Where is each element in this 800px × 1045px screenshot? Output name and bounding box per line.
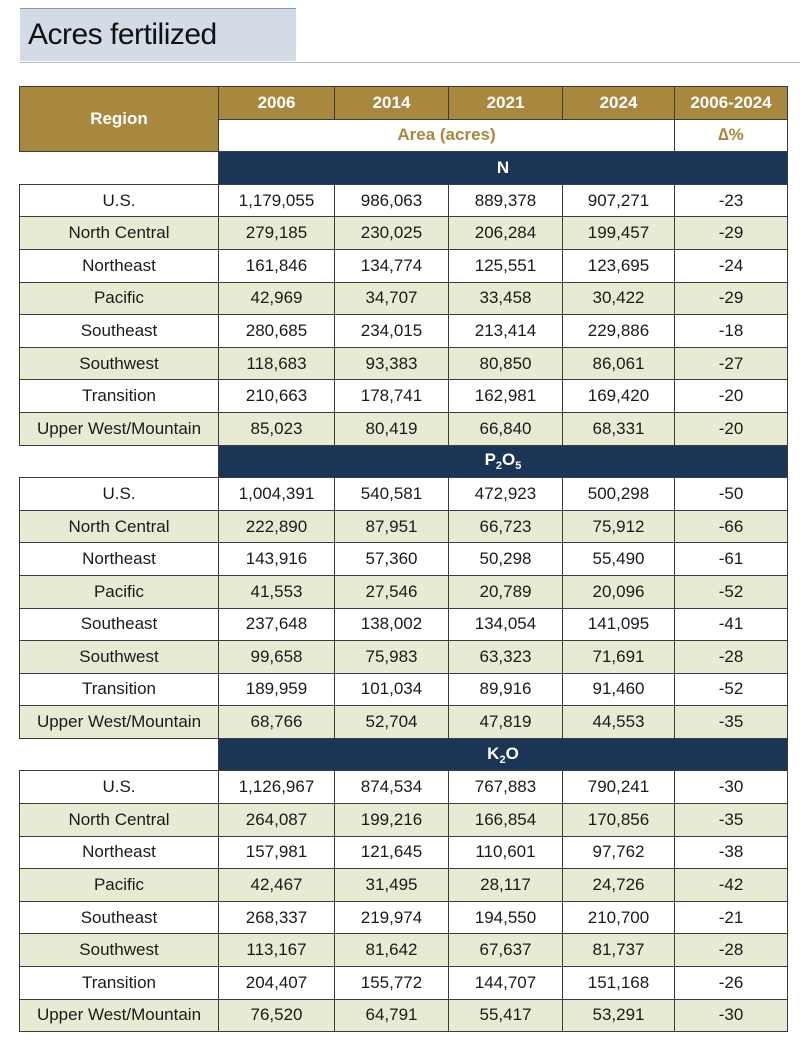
- value-2014-cell: 540,581: [335, 478, 449, 511]
- title-banner: [20, 8, 296, 61]
- value-2021-cell: 472,923: [449, 478, 563, 511]
- value-2024-cell: 170,856: [563, 804, 675, 837]
- table-row: [20, 673, 788, 706]
- region-cell: Southwest: [20, 934, 219, 967]
- value-2014-cell: 134,774: [335, 249, 449, 282]
- value-2014-cell: 93,383: [335, 347, 449, 380]
- region-cell: North Central: [20, 510, 219, 543]
- table-row: [20, 999, 788, 1032]
- table-row: [20, 543, 788, 576]
- table-row: [20, 217, 788, 250]
- value-2021-cell: 89,916: [449, 673, 563, 706]
- region-cell: Upper West/Mountain: [20, 706, 219, 739]
- table-row: [20, 282, 788, 315]
- region-cell: Southeast: [20, 608, 219, 641]
- nutrient-row-spacer: [20, 445, 219, 478]
- table-body: [20, 152, 788, 1032]
- value-2024-cell: 123,695: [563, 249, 675, 282]
- value-2024-cell: 44,553: [563, 706, 675, 739]
- region-cell: U.S.: [20, 184, 219, 217]
- table-row: [20, 836, 788, 869]
- value-2014-cell: 31,495: [335, 869, 449, 902]
- value-2006-cell: 1,126,967: [219, 771, 335, 804]
- change-cell: -52: [675, 575, 788, 608]
- value-2021-cell: 110,601: [449, 836, 563, 869]
- value-2006-cell: 222,890: [219, 510, 335, 543]
- year-header-2024: 2024: [563, 87, 675, 120]
- value-2021-cell: 33,458: [449, 282, 563, 315]
- change-cell: -35: [675, 706, 788, 739]
- value-2021-cell: 206,284: [449, 217, 563, 250]
- value-2006-cell: 99,658: [219, 641, 335, 674]
- value-2014-cell: 101,034: [335, 673, 449, 706]
- value-2021-cell: 50,298: [449, 543, 563, 576]
- region-cell: North Central: [20, 217, 219, 250]
- value-2014-cell: 27,546: [335, 575, 449, 608]
- table-row: [20, 771, 788, 804]
- value-2006-cell: 204,407: [219, 967, 335, 1000]
- change-cell: -66: [675, 510, 788, 543]
- region-cell: Southeast: [20, 901, 219, 934]
- change-cell: -29: [675, 282, 788, 315]
- change-cell: -23: [675, 184, 788, 217]
- region-cell: Transition: [20, 673, 219, 706]
- value-2021-cell: 213,414: [449, 315, 563, 348]
- nutrient-label: [219, 152, 788, 185]
- value-2024-cell: 907,271: [563, 184, 675, 217]
- value-2014-cell: 87,951: [335, 510, 449, 543]
- table-row: [20, 641, 788, 674]
- area-unit-label: Area (acres): [219, 119, 675, 152]
- nutrient-mid: O: [502, 450, 516, 470]
- value-2021-cell: 67,637: [449, 934, 563, 967]
- change-cell: -50: [675, 478, 788, 511]
- region-cell: Pacific: [20, 282, 219, 315]
- value-2006-cell: 42,467: [219, 869, 335, 902]
- change-cell: -21: [675, 901, 788, 934]
- value-2006-cell: 118,683: [219, 347, 335, 380]
- region-cell: Southeast: [20, 315, 219, 348]
- region-cell: Transition: [20, 380, 219, 413]
- value-2024-cell: 30,422: [563, 282, 675, 315]
- nutrient-label: [219, 738, 788, 771]
- fertilized-acres-table: [19, 86, 788, 1032]
- change-cell: -29: [675, 217, 788, 250]
- value-2024-cell: 169,420: [563, 380, 675, 413]
- table-row: [20, 804, 788, 837]
- value-2024-cell: 20,096: [563, 575, 675, 608]
- value-2024-cell: 229,886: [563, 315, 675, 348]
- value-2014-cell: 178,741: [335, 380, 449, 413]
- table-row: [20, 249, 788, 282]
- change-cell: -24: [675, 249, 788, 282]
- table-row: [20, 184, 788, 217]
- value-2006-cell: 1,004,391: [219, 478, 335, 511]
- value-2021-cell: 162,981: [449, 380, 563, 413]
- value-2006-cell: 279,185: [219, 217, 335, 250]
- change-cell: -27: [675, 347, 788, 380]
- year-header-2006: 2006: [219, 87, 335, 120]
- value-2006-cell: 85,023: [219, 412, 335, 445]
- value-2014-cell: 199,216: [335, 804, 449, 837]
- nutrient-row: [20, 445, 788, 478]
- value-2014-cell: 219,974: [335, 901, 449, 934]
- value-2006-cell: 113,167: [219, 934, 335, 967]
- value-2024-cell: 24,726: [563, 869, 675, 902]
- region-cell: Transition: [20, 967, 219, 1000]
- region-cell: Northeast: [20, 836, 219, 869]
- value-2024-cell: 141,095: [563, 608, 675, 641]
- nutrient-mid: O: [505, 743, 519, 763]
- value-2006-cell: 264,087: [219, 804, 335, 837]
- region-cell: U.S.: [20, 478, 219, 511]
- title-divider: [20, 62, 800, 63]
- value-2021-cell: 63,323: [449, 641, 563, 674]
- change-cell: -18: [675, 315, 788, 348]
- change-cell: -41: [675, 608, 788, 641]
- nutrient-main: N: [496, 157, 510, 177]
- region-cell: Upper West/Mountain: [20, 999, 219, 1032]
- value-2006-cell: 268,337: [219, 901, 335, 934]
- region-cell: Northeast: [20, 543, 219, 576]
- value-2006-cell: 157,981: [219, 836, 335, 869]
- value-2006-cell: 143,916: [219, 543, 335, 576]
- region-cell: Upper West/Mountain: [20, 412, 219, 445]
- value-2014-cell: 234,015: [335, 315, 449, 348]
- table-row: [20, 967, 788, 1000]
- page-title: Acres fertilized: [28, 18, 217, 51]
- value-2021-cell: 166,854: [449, 804, 563, 837]
- nutrient-row: [20, 738, 788, 771]
- change-cell: -35: [675, 804, 788, 837]
- value-2021-cell: 66,840: [449, 412, 563, 445]
- value-2021-cell: 134,054: [449, 608, 563, 641]
- value-2024-cell: 68,331: [563, 412, 675, 445]
- change-cell: -28: [675, 641, 788, 674]
- change-cell: -30: [675, 771, 788, 804]
- value-2014-cell: 64,791: [335, 999, 449, 1032]
- region-cell: Pacific: [20, 575, 219, 608]
- value-2014-cell: 81,642: [335, 934, 449, 967]
- value-2014-cell: 138,002: [335, 608, 449, 641]
- value-2024-cell: 81,737: [563, 934, 675, 967]
- region-cell: U.S.: [20, 771, 219, 804]
- change-cell: -20: [675, 380, 788, 413]
- change-cell: -52: [675, 673, 788, 706]
- change-header: 2006-2024: [675, 87, 788, 120]
- change-cell: -30: [675, 999, 788, 1032]
- region-cell: North Central: [20, 804, 219, 837]
- value-2006-cell: 237,648: [219, 608, 335, 641]
- region-cell: Northeast: [20, 249, 219, 282]
- value-2014-cell: 986,063: [335, 184, 449, 217]
- value-2024-cell: 75,912: [563, 510, 675, 543]
- value-2021-cell: 767,883: [449, 771, 563, 804]
- value-2021-cell: 80,850: [449, 347, 563, 380]
- value-2024-cell: 53,291: [563, 999, 675, 1032]
- value-2006-cell: 1,179,055: [219, 184, 335, 217]
- table-row: [20, 412, 788, 445]
- value-2014-cell: 121,645: [335, 836, 449, 869]
- value-2024-cell: 91,460: [563, 673, 675, 706]
- region-header: Region: [20, 87, 219, 152]
- table-row: [20, 380, 788, 413]
- value-2014-cell: 230,025: [335, 217, 449, 250]
- change-cell: -42: [675, 869, 788, 902]
- value-2021-cell: 889,378: [449, 184, 563, 217]
- value-2024-cell: 55,490: [563, 543, 675, 576]
- change-cell: -38: [675, 836, 788, 869]
- value-2014-cell: 75,983: [335, 641, 449, 674]
- value-2006-cell: 280,685: [219, 315, 335, 348]
- value-2021-cell: 28,117: [449, 869, 563, 902]
- change-cell: -20: [675, 412, 788, 445]
- table-row: [20, 478, 788, 511]
- header-row-years: [20, 87, 788, 120]
- change-cell: -61: [675, 543, 788, 576]
- value-2006-cell: 76,520: [219, 999, 335, 1032]
- year-header-2021: 2021: [449, 87, 563, 120]
- value-2014-cell: 57,360: [335, 543, 449, 576]
- nutrient-subscript: 2: [495, 460, 503, 473]
- change-cell: -26: [675, 967, 788, 1000]
- nutrient-main: K: [487, 743, 500, 763]
- table-row: [20, 869, 788, 902]
- value-2024-cell: 71,691: [563, 641, 675, 674]
- value-2006-cell: 41,553: [219, 575, 335, 608]
- value-2024-cell: 199,457: [563, 217, 675, 250]
- value-2021-cell: 55,417: [449, 999, 563, 1032]
- value-2024-cell: 86,061: [563, 347, 675, 380]
- value-2021-cell: 125,551: [449, 249, 563, 282]
- value-2021-cell: 66,723: [449, 510, 563, 543]
- value-2021-cell: 47,819: [449, 706, 563, 739]
- nutrient-main: P: [484, 450, 496, 470]
- value-2006-cell: 68,766: [219, 706, 335, 739]
- value-2021-cell: 20,789: [449, 575, 563, 608]
- nutrient-row: [20, 152, 788, 185]
- region-cell: Pacific: [20, 869, 219, 902]
- table-row: [20, 575, 788, 608]
- value-2021-cell: 144,707: [449, 967, 563, 1000]
- value-2024-cell: 500,298: [563, 478, 675, 511]
- value-2021-cell: 194,550: [449, 901, 563, 934]
- value-2024-cell: 151,168: [563, 967, 675, 1000]
- table-row: [20, 347, 788, 380]
- region-cell: Southwest: [20, 347, 219, 380]
- value-2006-cell: 189,959: [219, 673, 335, 706]
- nutrient-subscript: 5: [515, 460, 522, 473]
- region-cell: Southwest: [20, 641, 219, 674]
- value-2014-cell: 874,534: [335, 771, 449, 804]
- table-row: [20, 901, 788, 934]
- value-2014-cell: 80,419: [335, 412, 449, 445]
- nutrient-row-spacer: [20, 738, 219, 771]
- value-2006-cell: 42,969: [219, 282, 335, 315]
- value-2014-cell: 52,704: [335, 706, 449, 739]
- value-2014-cell: 34,707: [335, 282, 449, 315]
- table-row: [20, 315, 788, 348]
- value-2024-cell: 210,700: [563, 901, 675, 934]
- table-row: [20, 934, 788, 967]
- value-2006-cell: 161,846: [219, 249, 335, 282]
- year-header-2014: 2014: [335, 87, 449, 120]
- change-cell: -28: [675, 934, 788, 967]
- value-2006-cell: 210,663: [219, 380, 335, 413]
- nutrient-label: [219, 445, 788, 478]
- nutrient-row-spacer: [20, 152, 219, 185]
- table-row: [20, 608, 788, 641]
- table-row: [20, 510, 788, 543]
- nutrient-subscript: 2: [499, 753, 506, 766]
- value-2024-cell: 97,762: [563, 836, 675, 869]
- delta-percent-label: ∆%: [675, 119, 788, 152]
- table-row: [20, 706, 788, 739]
- value-2014-cell: 155,772: [335, 967, 449, 1000]
- value-2024-cell: 790,241: [563, 771, 675, 804]
